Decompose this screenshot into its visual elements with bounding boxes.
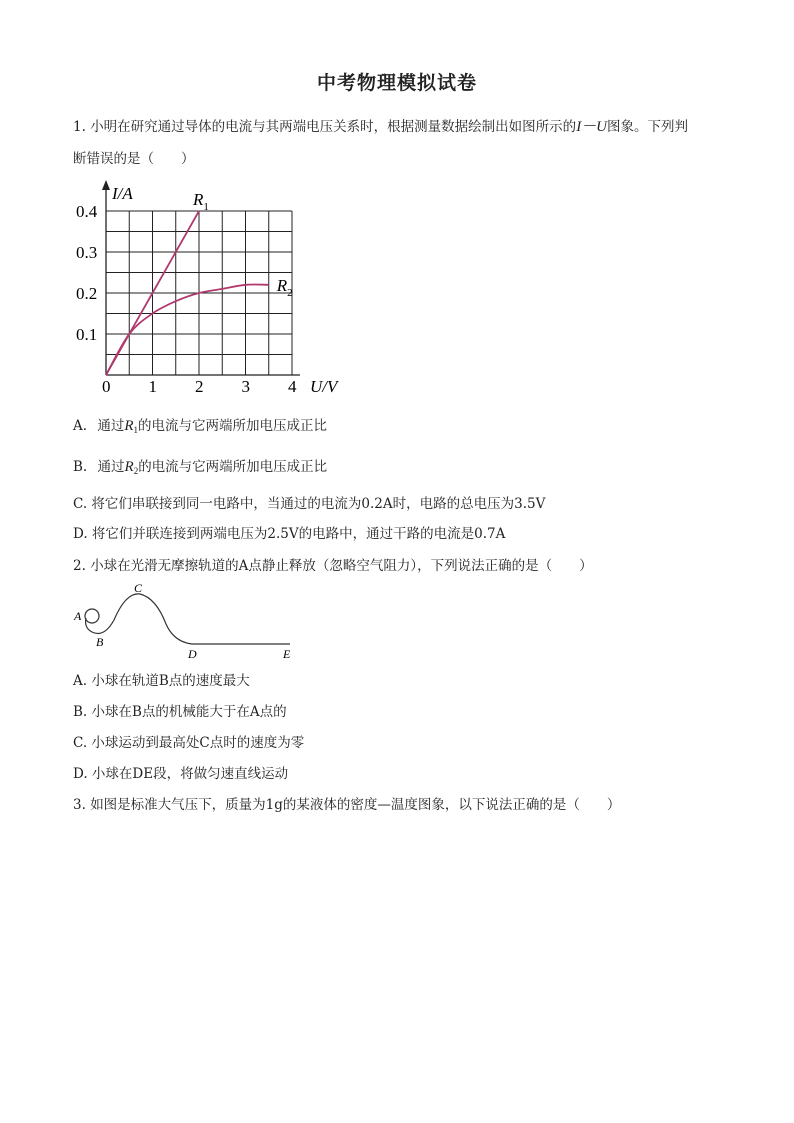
y-axis-label: I/A bbox=[112, 184, 133, 203]
question-1-option-c[interactable]: C. 将它们串联接到同一电路中，当通过的电流为0.2A时，电路的总电压为3.5V bbox=[73, 496, 546, 512]
track-curve bbox=[86, 594, 290, 644]
question-2-option-d[interactable]: D. 小球在DE段，将做匀速直线运动 bbox=[73, 766, 289, 782]
question-1-option-d[interactable]: D. 将它们并联连接到两端电压为2.5V的电路中，通过干路的电流是0.7A bbox=[73, 526, 506, 542]
series-label-r2: $R_2$ bbox=[276, 275, 293, 299]
option-b-pre: 通过 bbox=[97, 459, 125, 475]
series-r2 bbox=[106, 284, 269, 375]
series-label-r1: $R_1$ bbox=[193, 190, 209, 213]
option-b-sub: 2 bbox=[133, 466, 139, 476]
question-1-option-a[interactable] bbox=[73, 416, 327, 440]
question-2-text: 小球在光滑无摩擦轨道的A点静止释放（忽略空气阻力），下列说法正确的是（ ） bbox=[90, 558, 593, 574]
y-tick-label: 0.3 bbox=[76, 243, 98, 262]
chart-labels bbox=[111, 184, 340, 396]
question-1-stem bbox=[73, 117, 733, 137]
page-title: 中考物理模拟试卷 bbox=[316, 72, 477, 94]
question-1-text-before: 小明在研究通过导体的电流与其两端电压关系时，根据测量数据绘制出如图所示的 bbox=[90, 119, 577, 135]
question-3-number: 3. bbox=[73, 797, 86, 813]
question-1-option-b[interactable] bbox=[73, 457, 327, 481]
option-a-var: R bbox=[124, 418, 134, 434]
question-2-option-c[interactable]: C. 小球运动到最高处C点时的速度为零 bbox=[73, 735, 305, 751]
track-diagram bbox=[70, 580, 310, 662]
question-3-text: 如图是标准大气压下，质量为1g的某液体的密度—温度图象，以下说法正确的是（ ） bbox=[90, 797, 621, 813]
point-b-label: B bbox=[96, 635, 104, 649]
question-1-text-after: 图象。下列判 bbox=[607, 119, 689, 135]
option-a-post: 的电流与它两端所加电压成正比 bbox=[138, 418, 328, 434]
question-1-number: 1. bbox=[73, 119, 86, 135]
option-a-pre: 通过 bbox=[97, 418, 125, 434]
point-a-label: A bbox=[74, 609, 82, 623]
question-1-formula: I－U bbox=[576, 119, 608, 135]
x-tick-label: 1 bbox=[148, 377, 157, 396]
option-b-post: 的电流与它两端所加电压成正比 bbox=[138, 459, 328, 475]
y-tick-label: 0.4 bbox=[76, 202, 98, 221]
question-2-option-b[interactable]: B. 小球在B点的机械能大于在A点的 bbox=[73, 704, 287, 720]
iu-chart bbox=[70, 178, 360, 400]
y-tick-label: 0.1 bbox=[76, 325, 98, 344]
question-1-stem-line2: 断错误的是（ ） bbox=[73, 151, 195, 167]
option-b-var: R bbox=[124, 459, 134, 475]
option-a-sub: 1 bbox=[133, 425, 139, 435]
x-tick-label: 0 bbox=[102, 377, 111, 396]
x-axis-label: U/V bbox=[310, 377, 338, 396]
x-tick-label: 4 bbox=[288, 377, 297, 396]
point-c-label: C bbox=[134, 581, 143, 595]
point-d-label: D bbox=[188, 647, 197, 661]
y-tick-label: 0.2 bbox=[76, 284, 98, 303]
y-axis-arrow bbox=[102, 180, 110, 190]
question-2-number: 2. bbox=[73, 558, 86, 574]
option-a-prefix: A. bbox=[73, 418, 88, 434]
question-3-stem bbox=[73, 795, 733, 815]
question-2-stem bbox=[73, 556, 733, 576]
chart-axes bbox=[102, 180, 300, 375]
ball-icon bbox=[85, 609, 99, 623]
x-tick-label: 3 bbox=[241, 377, 250, 396]
option-b-prefix: B. bbox=[73, 459, 88, 475]
question-2-option-a[interactable]: A. 小球在轨道B点的速度最大 bbox=[73, 673, 250, 689]
point-e-label: E bbox=[283, 647, 291, 661]
x-tick-label: 2 bbox=[195, 377, 204, 396]
